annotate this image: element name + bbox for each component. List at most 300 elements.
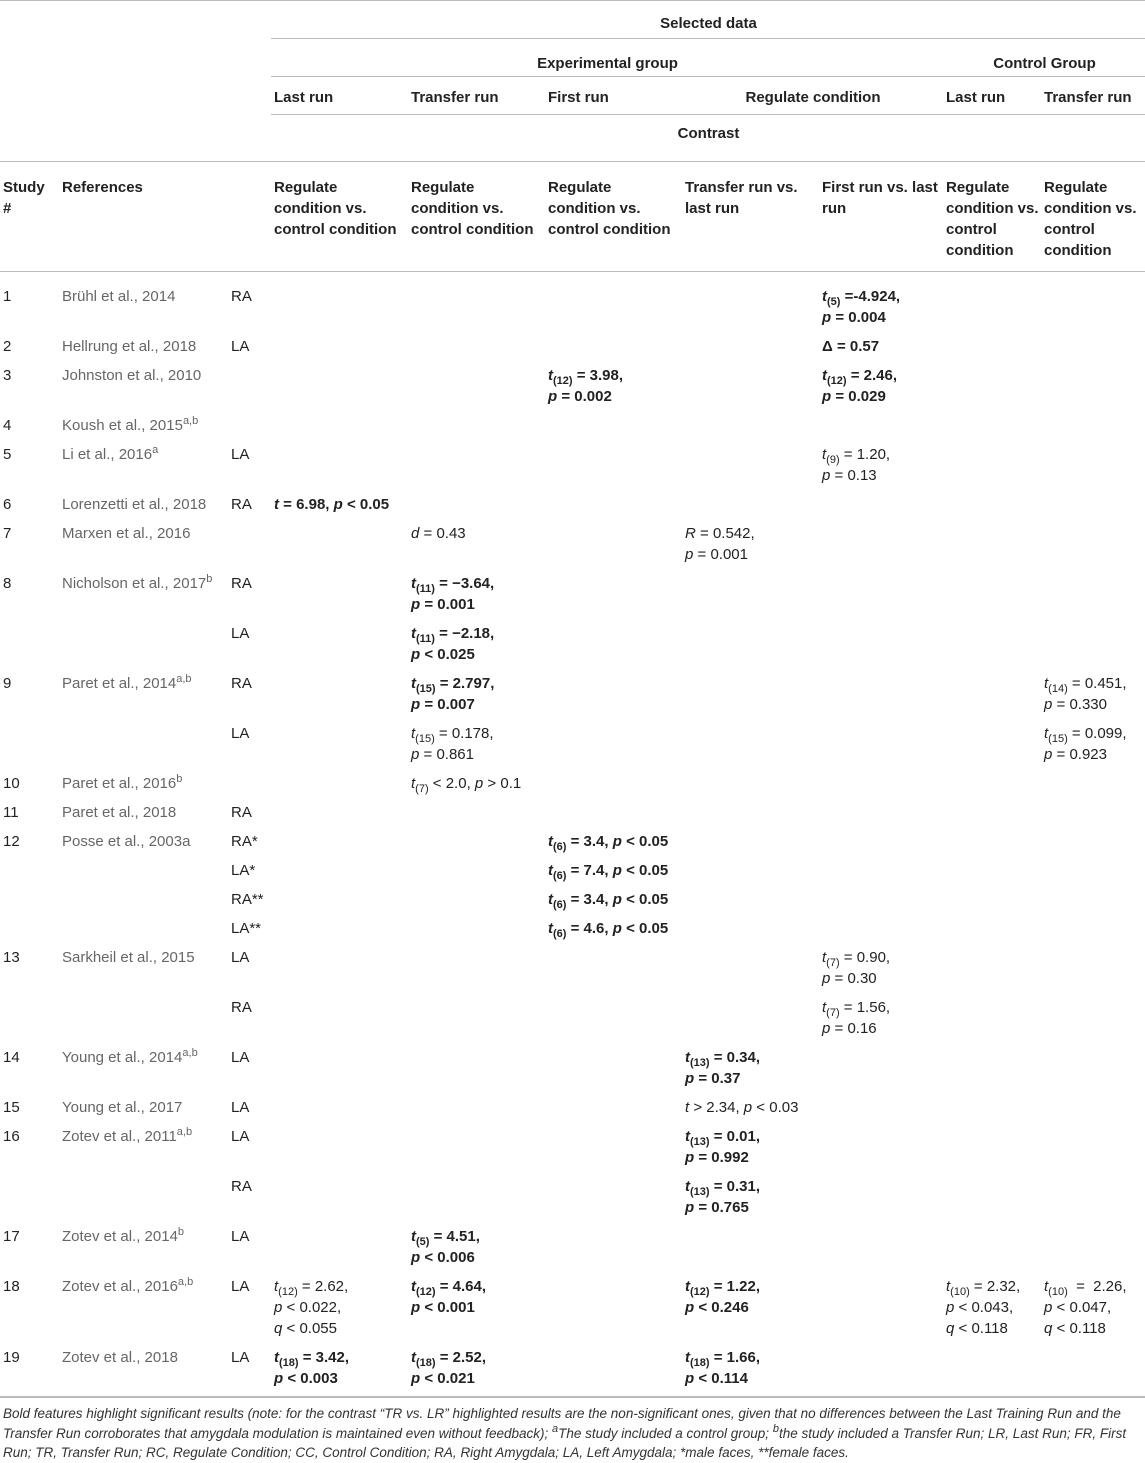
result-cell [819, 411, 943, 440]
result-cell [943, 669, 1041, 719]
amygdala-side: LA [231, 1098, 250, 1116]
study-number: 1 [3, 288, 12, 305]
result-cell [545, 993, 682, 1043]
result-cell [408, 1043, 545, 1093]
result-cell [943, 798, 1041, 827]
result-cell [271, 361, 408, 411]
header-references: References [59, 162, 228, 272]
result-cell [1041, 943, 1145, 993]
amygdala-side: LA [231, 1227, 250, 1245]
table-row [0, 361, 1145, 411]
subheader-control-last-run: Last run [943, 77, 1041, 115]
result-cell: $t_{(12)} = 2.62$, p < 0.022, q < 0.055 [274, 1277, 349, 1337]
result-cell: $t_{(10)} = 2.26$, p < 0.047, q < 0.118 [1044, 1277, 1127, 1337]
reference [59, 619, 228, 669]
subheader-last-run: Last run [271, 77, 408, 115]
result-cell [545, 440, 682, 490]
result-cell [943, 943, 1041, 993]
contrast-label: Regulate condition vs. control condition [271, 162, 408, 272]
result-cell: $t_{(6)} = 3.4$, p < 0.05 [548, 890, 669, 911]
subheader-transfer-run: Transfer run [408, 77, 545, 115]
result-cell [1041, 272, 1145, 332]
result-cell [271, 798, 408, 827]
contrast-label: Regulate condition vs. control condition [408, 162, 545, 272]
table-row [0, 332, 1145, 361]
result-cell: $t_{(15)} = 0.178$, p = 0.861 [411, 724, 494, 763]
study-number: 18 [3, 1277, 20, 1295]
result-cell [682, 885, 819, 914]
header-control-group: Control Group [943, 39, 1145, 77]
table-row [0, 1343, 1145, 1397]
result-cell [408, 856, 545, 885]
result-cell: R = 0.542, p = 0.001 [685, 524, 755, 563]
result-cell [682, 361, 819, 411]
table-row [0, 1272, 1145, 1343]
result-cell [408, 272, 545, 332]
result-cell: $t_{(6)} = 7.4$, p < 0.05 [548, 861, 669, 882]
result-cell [943, 827, 1041, 856]
reference [59, 1172, 228, 1222]
study-number: 13 [3, 948, 20, 966]
result-cell [545, 1172, 682, 1222]
result-cell [545, 669, 682, 719]
result-cell [819, 1222, 943, 1272]
amygdala-side: LA** [231, 919, 262, 937]
result-cell [682, 490, 819, 519]
result-cell [545, 332, 682, 361]
result-cell: t > 2.34, p < 0.03 [685, 1098, 799, 1116]
reference: Marxen et al., 2016 [62, 524, 191, 542]
amygdala-side: RA [231, 288, 252, 305]
amygdala-side: RA [231, 495, 252, 513]
result-cell [545, 272, 682, 332]
result-cell [408, 361, 545, 411]
amygdala-side: RA [231, 803, 252, 821]
result-cell [408, 914, 545, 943]
result-cell [271, 440, 408, 490]
result-cell [545, 519, 682, 569]
amygdala-side [228, 361, 271, 411]
result-cell [271, 619, 408, 669]
result-cell [819, 1343, 943, 1397]
reference: Zotev et al., 2014$^b$ [62, 1225, 185, 1245]
header-experimental-group: Experimental group [271, 39, 943, 77]
amygdala-side: LA [231, 445, 250, 463]
result-cell [682, 769, 819, 798]
result-cell: $t_{(7)} = 0.90$, p = 0.30 [822, 948, 891, 987]
amygdala-side: LA [231, 1127, 250, 1145]
result-cell [819, 1043, 943, 1093]
header-contrast: Contrast [271, 115, 1145, 162]
result-cell [682, 411, 819, 440]
result-cell [682, 1222, 819, 1272]
result-cell [545, 1343, 682, 1397]
result-cell [682, 798, 819, 827]
contrast-label: Regulate condition vs. control condition [545, 162, 682, 272]
result-cell [545, 943, 682, 993]
result-cell [408, 827, 545, 856]
reference: Li et al., 2016$^a$ [62, 443, 159, 463]
result-cell [943, 914, 1041, 943]
table-row [0, 1222, 1145, 1272]
result-cell [819, 519, 943, 569]
result-cell: $t_{(12)} = 3.98$, p = 0.002 [548, 366, 624, 405]
result-cell [271, 769, 408, 798]
table-row [0, 993, 1145, 1043]
study-number [0, 885, 59, 914]
result-cell [819, 769, 943, 798]
result-cell [545, 1222, 682, 1272]
result-cell [943, 1172, 1041, 1222]
reference [59, 914, 228, 943]
result-cell: $t_{(15)} = 0.099$, p = 0.923 [1044, 724, 1127, 763]
result-cell [408, 332, 545, 361]
result-cell [819, 798, 943, 827]
result-cell [271, 993, 408, 1043]
result-cell [271, 1093, 408, 1122]
result-cell: $t_{(13)} = 0.01$, p = 0.992 [685, 1127, 761, 1166]
result-cell: $t_{(7)} = 1.56$, p = 0.16 [822, 998, 891, 1037]
amygdala-side [228, 519, 271, 569]
result-cell [1041, 769, 1145, 798]
result-cell [271, 519, 408, 569]
result-cell [1041, 1172, 1145, 1222]
result-cell [1041, 914, 1145, 943]
result-cell [408, 1122, 545, 1172]
result-cell [408, 798, 545, 827]
study-number: 7 [3, 524, 12, 542]
result-cell [1041, 619, 1145, 669]
study-number [0, 914, 59, 943]
subheader-first-run: First run [545, 77, 682, 115]
amygdala-side: LA [231, 724, 250, 742]
table-row [0, 1043, 1145, 1093]
reference [59, 719, 228, 769]
table-row [0, 914, 1145, 943]
reference: Young et al., 2014$^{a,b}$ [62, 1046, 198, 1066]
result-cell [271, 914, 408, 943]
result-cell [271, 885, 408, 914]
result-cell: d = 0.43 [411, 524, 466, 542]
result-cell [819, 914, 943, 943]
result-cell [271, 1122, 408, 1172]
amygdala-side: LA [228, 1343, 271, 1397]
result-cell [819, 1122, 943, 1172]
result-cell [943, 1222, 1041, 1272]
result-cell [1041, 1222, 1145, 1272]
table-row [0, 885, 1145, 914]
result-cell [271, 827, 408, 856]
result-cell [819, 856, 943, 885]
result-cell [1041, 1043, 1145, 1093]
reference [59, 885, 228, 914]
result-cell [943, 856, 1041, 885]
reference: Johnston et al., 2010 [62, 366, 202, 384]
result-cell [943, 519, 1041, 569]
table-footnote: Bold features highlight significant results (note: for the contrast “TR vs. LR” highlighted results are the non-significant ones, given that no differences between the Last Training Run and the Transfer Run corroborates that amygdala modulation is maintained even without feedback); $^a$The study included a control group; $^b$the study included a Transfer Run; LR, Last Run; FR, First Run; TR, Transfer Run; RC, Regulate Condition; CC, Control Condition; RA, Right Amygdala; LA, Left Amygdala; *male faces, **female faces. [0, 1397, 1145, 1463]
result-cell [943, 332, 1041, 361]
reference: Paret et al., 2018 [62, 803, 177, 821]
result-cell [545, 619, 682, 669]
contrast-label: Transfer run vs. last run [682, 162, 819, 272]
header-selected-data: Selected data [271, 1, 1145, 39]
result-cell [271, 1043, 408, 1093]
amygdala-side: RA [231, 1177, 252, 1195]
result-cell: $t_{(18)} = 2.52$, p < 0.021 [408, 1343, 545, 1397]
table-row [0, 769, 1145, 798]
result-cell [408, 993, 545, 1043]
result-cell [1041, 332, 1145, 361]
reference: Zotev et al., 2011$^{a,b}$ [62, 1125, 193, 1145]
contrast-label: First run vs. last run [819, 162, 943, 272]
result-cell [819, 719, 943, 769]
result-cell [682, 827, 819, 856]
result-cell [943, 993, 1041, 1043]
result-cell: $t_{(7)} < 2.0$, p > 0.1 [411, 774, 522, 795]
study-number: 9 [3, 674, 12, 692]
result-cell [271, 332, 408, 361]
result-cell [943, 361, 1041, 411]
reference: Lorenzetti et al., 2018 [62, 495, 207, 513]
result-cell [1041, 519, 1145, 569]
amygdala-side: RA [231, 674, 252, 692]
amygdala-side: LA [231, 1048, 250, 1066]
result-cell: $t_{(6)} = 3.4$, p < 0.05 [548, 832, 669, 853]
result-cell [943, 1043, 1041, 1093]
result-cell [943, 719, 1041, 769]
result-cell [545, 719, 682, 769]
result-cell: $t_{(12)} = 1.22$, p < 0.246 [685, 1277, 761, 1316]
result-cell: $t_{(15)} = 2.797$, p = 0.007 [411, 674, 495, 713]
result-cell [271, 943, 408, 993]
study-number: 14 [3, 1048, 20, 1066]
table-row [0, 1122, 1145, 1172]
result-cell [682, 332, 819, 361]
result-cell [1041, 411, 1145, 440]
result-cell [1041, 1343, 1145, 1397]
reference: Koush et al., 2015$^{a,b}$ [62, 414, 199, 434]
subheader-regulate-condition: Regulate condition [682, 77, 943, 115]
result-cell [408, 411, 545, 440]
result-cell: $t_{(13)} = 0.31$, p = 0.765 [685, 1177, 761, 1216]
amygdala-side [228, 411, 271, 440]
result-cell: t = 6.98, p < 0.05 [274, 495, 390, 513]
result-cell [271, 856, 408, 885]
result-cell [545, 1043, 682, 1093]
result-cell [545, 1272, 682, 1343]
result-cell [819, 827, 943, 856]
table-row [0, 569, 1145, 619]
result-cell [271, 1222, 408, 1272]
reference: Brühl et al., 2014 [62, 288, 176, 305]
study-number: 15 [3, 1098, 20, 1116]
result-cell [271, 669, 408, 719]
study-number [0, 719, 59, 769]
study-number: 17 [3, 1227, 20, 1245]
result-cell: $t_{(9)} = 1.20$, p = 0.13 [822, 445, 891, 484]
result-cell: $t_{(18)} = 3.42$, p < 0.003 [271, 1343, 408, 1397]
reference [59, 993, 228, 1043]
result-cell [682, 719, 819, 769]
result-cell [408, 490, 545, 519]
result-cell [545, 1122, 682, 1172]
result-cell: $t_{(12)} = 2.46$, p = 0.029 [822, 366, 898, 405]
study-number: 19 [0, 1343, 59, 1397]
result-cell [1041, 490, 1145, 519]
result-cell [682, 943, 819, 993]
result-cell [819, 619, 943, 669]
result-cell [408, 1093, 545, 1122]
result-cell [271, 1172, 408, 1222]
result-cell [819, 490, 943, 519]
table-row [0, 943, 1145, 993]
result-cell: $t_{(13)} = 0.34$, p = 0.37 [685, 1048, 761, 1087]
result-cell [1041, 827, 1145, 856]
result-cell [545, 769, 682, 798]
result-cell [682, 669, 819, 719]
table-row [0, 519, 1145, 569]
result-cell: $t_{(5)} =-4.924$, p = 0.004 [822, 288, 901, 326]
table-row [0, 440, 1145, 490]
result-cell [682, 569, 819, 619]
study-number: 16 [3, 1127, 20, 1145]
result-cell [682, 914, 819, 943]
result-cell [271, 411, 408, 440]
contrast-label: Regulate condition vs. control condition [1041, 162, 1145, 272]
header-study-number: Study # [0, 162, 59, 272]
result-cell [1041, 1122, 1145, 1172]
study-number: 12 [3, 832, 20, 850]
study-number: 4 [3, 416, 12, 434]
subheader-control-transfer-run: Transfer run [1041, 77, 1145, 115]
amygdala-side: LA* [231, 861, 256, 879]
result-cell [682, 993, 819, 1043]
result-cell: $t_{(10)} = 2.32$, p < 0.043, q < 0.118 [946, 1277, 1021, 1337]
study-number: 6 [3, 495, 12, 513]
result-cell: $t_{(11)} = -2.18$, p < 0.025 [411, 624, 495, 663]
result-cell: $t_{(14)} = 0.451$, p = 0.330 [1044, 674, 1127, 713]
result-cell [943, 1093, 1041, 1122]
study-number: 8 [3, 574, 12, 592]
result-cell [819, 1272, 943, 1343]
study-number: 5 [3, 445, 12, 463]
result-cell [943, 1343, 1041, 1397]
table-row [0, 719, 1145, 769]
reference: Zotev et al., 2016$^{a,b}$ [62, 1275, 194, 1295]
result-cell: $t_{(12)} = 4.64$, p < 0.001 [411, 1277, 487, 1316]
result-cell [1041, 361, 1145, 411]
result-cell [1041, 569, 1145, 619]
table-body [0, 272, 1145, 1397]
reference: Young et al., 2017 [62, 1098, 183, 1116]
result-cell [943, 272, 1041, 332]
result-cell [545, 490, 682, 519]
result-cell [1041, 1093, 1145, 1122]
result-cell [819, 1093, 943, 1122]
table-row [0, 490, 1145, 519]
table-row [0, 669, 1145, 719]
study-number [0, 619, 59, 669]
contrast-label: Regulate condition vs. control condition [943, 162, 1041, 272]
result-cell: $t_{(6)} = 4.6$, p < 0.05 [548, 919, 669, 940]
study-number [0, 993, 59, 1043]
result-cell [682, 619, 819, 669]
amygdala-side: LA [231, 624, 250, 642]
amygdala-side [228, 769, 271, 798]
result-cell: $t_{(5)} = 4.51$, p < 0.006 [411, 1227, 480, 1266]
result-cell [943, 769, 1041, 798]
result-cell [545, 411, 682, 440]
result-cell [819, 1172, 943, 1222]
result-cell [943, 440, 1041, 490]
study-number: 11 [3, 803, 19, 821]
amygdala-side: LA [231, 337, 250, 355]
amygdala-side: RA* [231, 832, 258, 850]
result-cell [943, 490, 1041, 519]
result-cell [819, 669, 943, 719]
reference: Sarkheil et al., 2015 [62, 948, 195, 966]
result-cell [545, 1093, 682, 1122]
result-cell [1041, 885, 1145, 914]
study-number: 3 [3, 366, 12, 384]
result-cell [943, 1122, 1041, 1172]
result-cell [943, 885, 1041, 914]
result-cell [943, 411, 1041, 440]
result-cell [271, 272, 408, 332]
result-cell [943, 569, 1041, 619]
result-cell: $t_{(18)} = 1.66$, p < 0.114 [682, 1343, 819, 1397]
result-cell: Δ = 0.57 [822, 337, 880, 355]
table-row [0, 856, 1145, 885]
result-cell [408, 885, 545, 914]
reference: Posse et al., 2003a [62, 832, 191, 850]
result-cell [1041, 798, 1145, 827]
reference: Nicholson et al., 2017$^b$ [62, 572, 213, 592]
result-cell [1041, 993, 1145, 1043]
reference: Paret et al., 2014$^{a,b}$ [62, 672, 192, 692]
reference: Paret et al., 2016$^b$ [62, 772, 183, 792]
result-cell [682, 856, 819, 885]
result-cell [408, 1172, 545, 1222]
reference [59, 856, 228, 885]
table-row [0, 619, 1145, 669]
table-row [0, 272, 1145, 332]
study-number: 2 [3, 337, 12, 355]
reference: Hellrung et al., 2018 [62, 337, 197, 355]
table-row [0, 827, 1145, 856]
table-row [0, 1093, 1145, 1122]
result-cell [545, 798, 682, 827]
result-cell: $t_{(11)} = -3.64$, p = 0.001 [411, 574, 495, 613]
amygdala-side: RA** [231, 890, 264, 908]
table-row [0, 1172, 1145, 1222]
amygdala-side: RA [231, 998, 252, 1016]
result-cell [271, 719, 408, 769]
result-cell [819, 885, 943, 914]
result-cell [1041, 440, 1145, 490]
result-cell [408, 943, 545, 993]
result-cell [682, 272, 819, 332]
reference: Zotev et al., 2018 [59, 1343, 228, 1397]
study-number [0, 856, 59, 885]
result-cell [819, 569, 943, 619]
table-row [0, 798, 1145, 827]
result-cell [408, 440, 545, 490]
result-cell [1041, 856, 1145, 885]
result-cell [545, 569, 682, 619]
result-cell [682, 440, 819, 490]
study-number: 10 [3, 774, 20, 792]
